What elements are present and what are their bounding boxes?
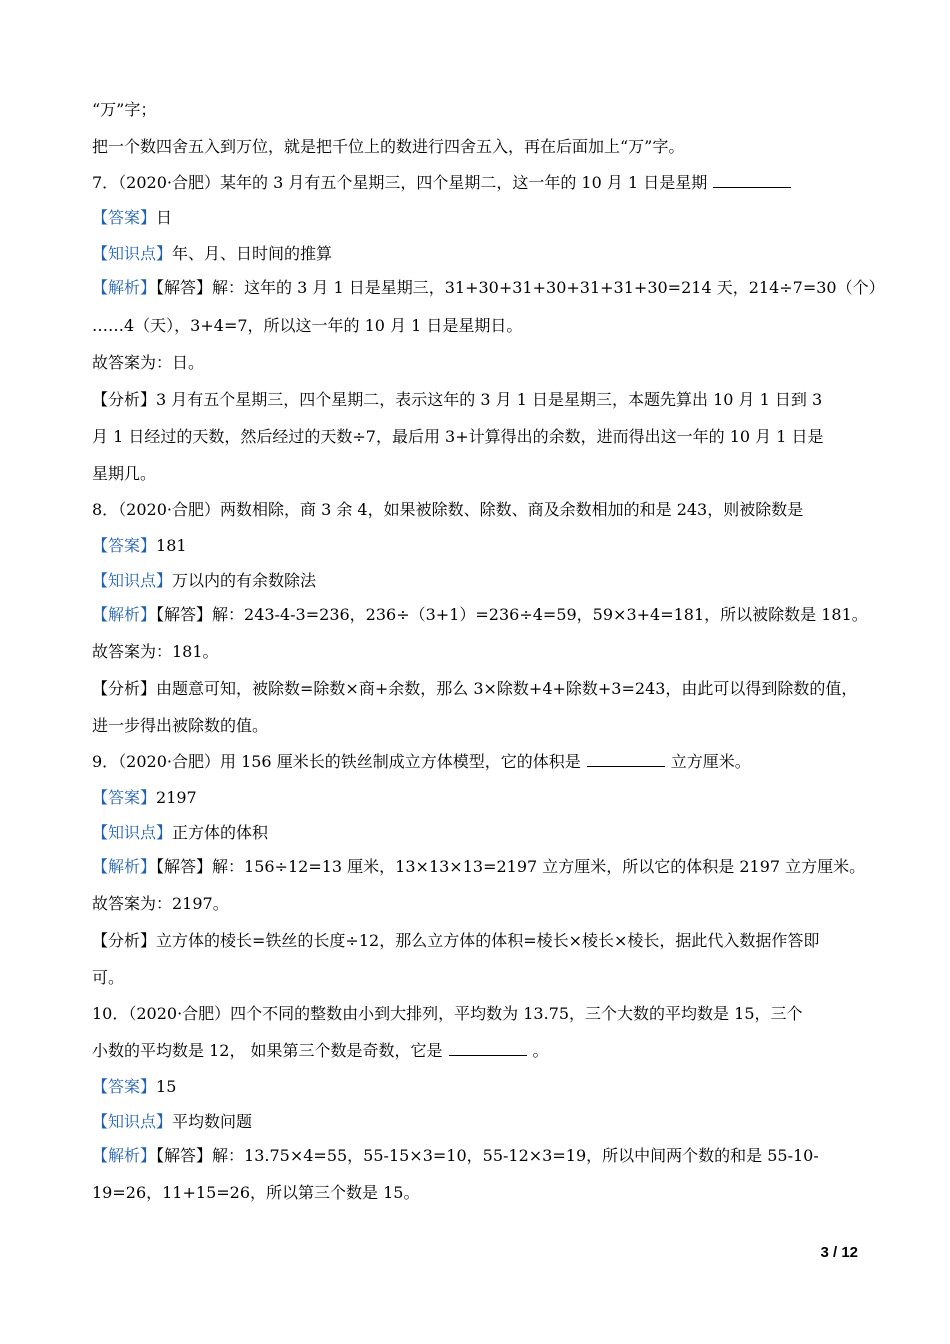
answer-blank bbox=[449, 1041, 527, 1056]
analysis-line: 月 1 日经过的天数，然后经过的天数÷7，最后用 3+计算得出的余数，进而得出这一年的 10 月 1 日是 bbox=[92, 427, 824, 446]
question-7: 7．（2020·合肥）某年的 3 月有五个星期三，四个星期二，这一年的 10 月 1 日是星期 bbox=[92, 172, 797, 194]
fenxi-tag: 【分析】 bbox=[92, 931, 157, 950]
fenxi-tag: 【分析】 bbox=[92, 679, 157, 698]
analysis-line: 【分析】立方体的棱长=铁丝的长度÷12，那么立方体的体积=棱长×棱长×棱长，据此代入数据作答即 bbox=[92, 931, 820, 950]
solution-line: 【解析】【解答】解：156÷12=13 厘米，13×13×13=2197 立方厘米，所以它的体积是 2197 立方厘米。 bbox=[92, 857, 866, 876]
knowledge-tag: 【知识点】 bbox=[92, 823, 173, 842]
text-line: “万”字； bbox=[92, 100, 157, 119]
answer-line: 【答案】181 bbox=[92, 536, 187, 555]
answer-tag: 【答案】 bbox=[92, 788, 157, 807]
analysis-tag: 【解析】 bbox=[92, 278, 157, 297]
solution-line: 故答案为：181。 bbox=[92, 642, 219, 661]
knowledge-line: 【知识点】年、月、日时间的推算 bbox=[92, 244, 333, 263]
analysis-tag: 【解析】 bbox=[92, 605, 157, 624]
page-number: 3 / 12 bbox=[820, 1244, 858, 1261]
solution-line: ……4（天），3+4=7，所以这一年的 10 月 1 日是星期日。 bbox=[92, 316, 523, 335]
knowledge-line: 【知识点】正方体的体积 bbox=[92, 823, 269, 842]
fenxi-tag: 【分析】 bbox=[92, 390, 157, 409]
knowledge-tag: 【知识点】 bbox=[92, 1112, 173, 1131]
knowledge-tag: 【知识点】 bbox=[92, 571, 173, 590]
solution-line: 【解析】【解答】解：这年的 3 月 1 日是星期三，31+30+31+30+31+31+30=214 天，214÷7=30（个） bbox=[92, 278, 885, 297]
knowledge-line: 【知识点】平均数问题 bbox=[92, 1112, 253, 1131]
answer-line: 【答案】日 bbox=[92, 208, 173, 227]
question-10-cont: 小数的平均数是 12， 如果第三个数是奇数，它是 。 bbox=[92, 1041, 549, 1060]
analysis-line: 进一步得出被除数的值。 bbox=[92, 716, 269, 735]
answer-line: 【答案】2197 bbox=[92, 788, 197, 807]
answer-line: 【答案】15 bbox=[92, 1077, 177, 1096]
solution-line: 【解析】【解答】解：13.75×4=55，55-15×3=10，55-12×3=19，所以中间两个数的和是 55-10- bbox=[92, 1146, 819, 1165]
question-9: 9．（2020·合肥）用 156 厘米长的铁丝制成立方体模型，它的体积是 立方厘米。 bbox=[92, 752, 751, 771]
analysis-tag: 【解析】 bbox=[92, 857, 157, 876]
solution-line: 【解析】【解答】解：243-4-3=236，236÷（3+1）=236÷4=59，59×3+4=181，所以被除数是 181。 bbox=[92, 605, 868, 624]
answer-tag: 【答案】 bbox=[92, 1077, 157, 1096]
analysis-line: 星期几。 bbox=[92, 464, 157, 483]
question-8: 8．（2020·合肥）两数相除，商 3 余 4，如果被除数、除数、商及余数相加的和是 243，则被除数是 bbox=[92, 500, 804, 519]
knowledge-line: 【知识点】万以内的有余数除法 bbox=[92, 571, 317, 590]
question-10: 10．（2020·合肥）四个不同的整数由小到大排列，平均数为 13.75，三个大数的平均数是 15，三个 bbox=[92, 1004, 803, 1023]
analysis-line: 可。 bbox=[92, 968, 125, 987]
answer-blank bbox=[587, 752, 665, 767]
solution-line: 故答案为：2197。 bbox=[92, 894, 229, 913]
analysis-tag: 【解析】 bbox=[92, 1146, 157, 1165]
solution-line: 19=26，11+15=26，所以第三个数是 15。 bbox=[92, 1183, 420, 1202]
solution-line: 故答案为：日。 bbox=[92, 353, 205, 372]
analysis-line: 【分析】3 月有五个星期三，四个星期二，表示这年的 3 月 1 日是星期三，本题先算出 10 月 1 日到 3 bbox=[92, 390, 823, 409]
analysis-line: 【分析】由题意可知，被除数=除数×商+余数，那么 3×除数+4+除数+3=243，由此可以得到除数的值， bbox=[92, 679, 858, 698]
answer-tag: 【答案】 bbox=[92, 208, 157, 227]
knowledge-tag: 【知识点】 bbox=[92, 244, 173, 263]
answer-tag: 【答案】 bbox=[92, 536, 157, 555]
answer-blank bbox=[713, 173, 791, 188]
text-line: 把一个数四舍五入到万位，就是把千位上的数进行四舍五入，再在后面加上“万”字。 bbox=[92, 137, 685, 156]
